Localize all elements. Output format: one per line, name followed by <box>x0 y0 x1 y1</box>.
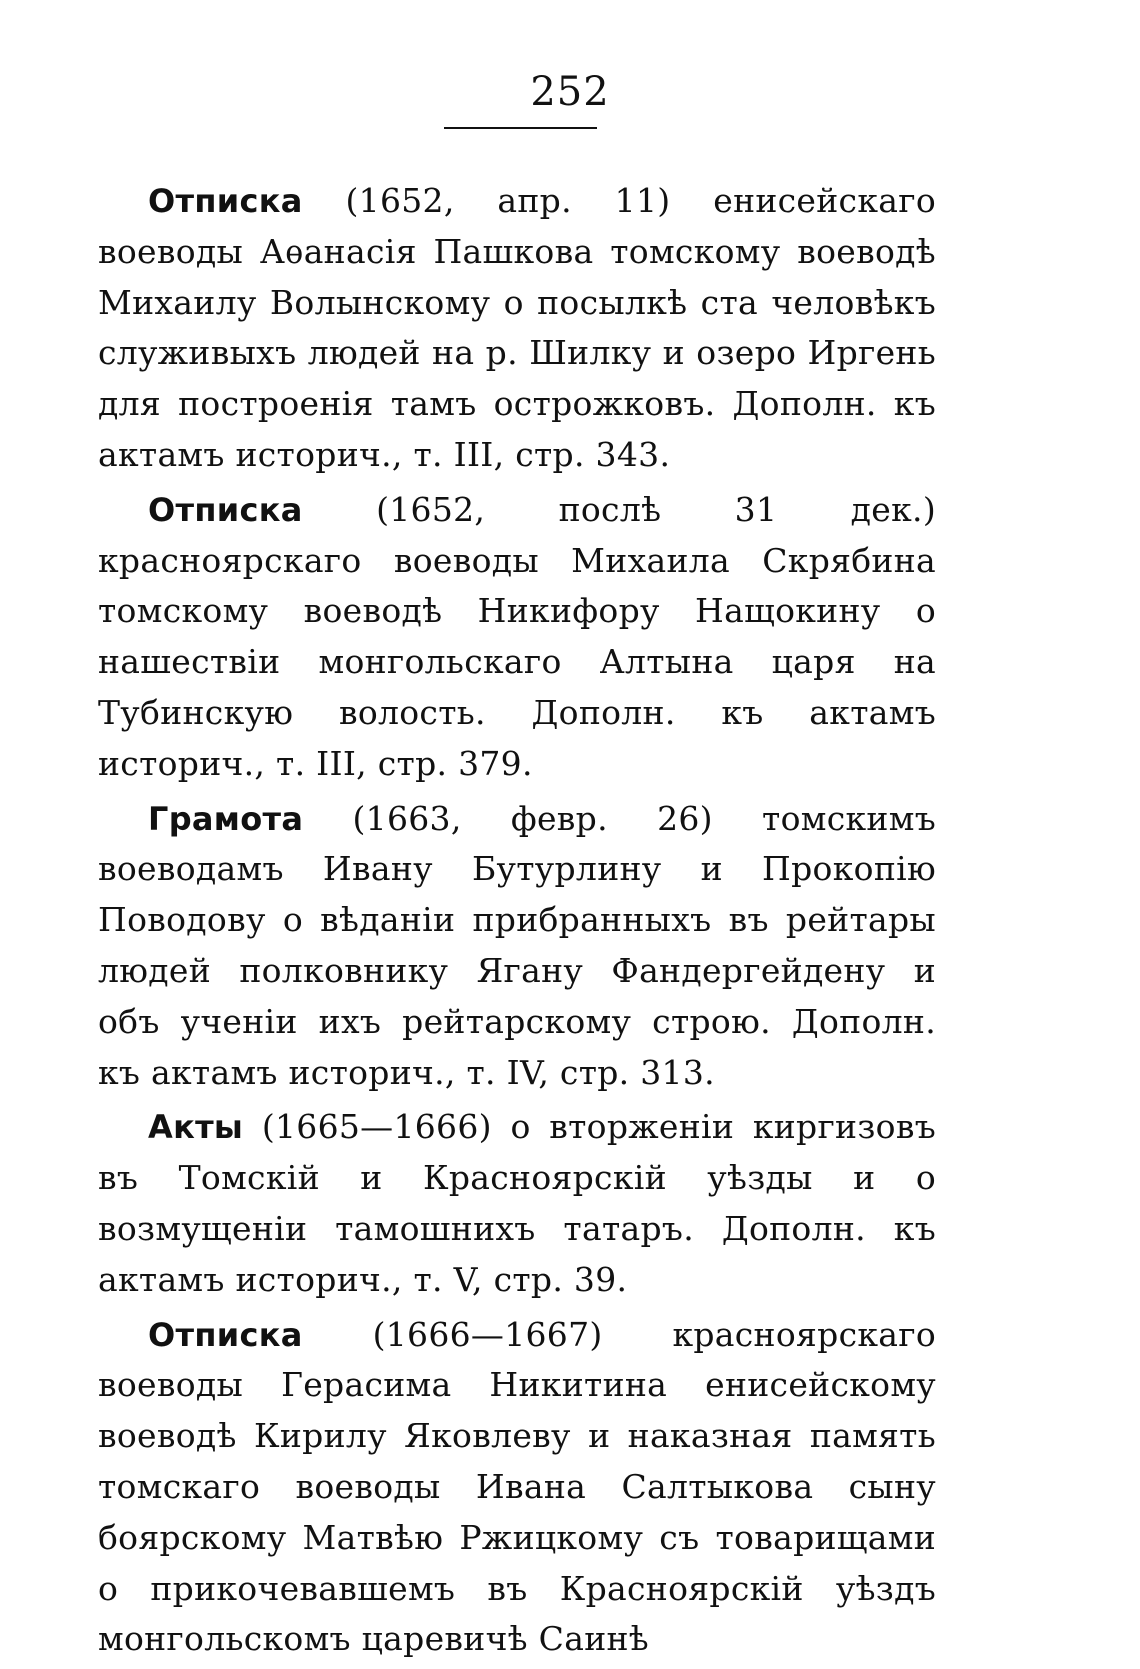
entry-4 <box>98 1102 936 1305</box>
entry-kind: Отписка <box>148 182 303 220</box>
entry-5 <box>98 1310 936 1666</box>
entry-kind: Отписка <box>148 490 303 529</box>
entry-kind: Отписка <box>148 1315 303 1354</box>
entry-text: (1666—1667) красноярскаго воеводы Герасима Никитина енисейскому воеводѣ Кирилу Яковлеву и наказная память томскаго воеводы Ивана Салтыкова сыну боярскому Матвѣю Ржицкому съ товарищами о прикочевавшемъ въ Красноярскій уѣздъ монгольскомъ царевичѣ Саинѣ <box>98 1314 937 1659</box>
entry-3 <box>98 794 936 1099</box>
page-number: 252 <box>530 69 610 115</box>
entry-1 <box>98 176 936 481</box>
entry-text: (1665—1666) о вторженіи киргизовъ въ Томскій и Красноярскій уѣзды и о возмущеніи тамошнихъ татаръ. Дополн. къ актамъ историч., т. V, стр. 39. <box>98 1107 936 1299</box>
page-number-rule <box>444 127 597 129</box>
entry-text: (1652, послѣ 31 дек.) красноярскаго воеводы Михаила Скрябина томскому воеводѣ Никифору Нащокину о нашествіи монгольскаго Алтына царя на Тубинскую волость. Дополн. къ актамъ историч., т. III, стр. 379. <box>98 489 936 783</box>
entry-text: (1663, февр. 26) томскимъ воеводамъ Ивану Бутурлину и Прокопію Поводову о вѣданіи прибранныхъ въ рейтары людей полковнику Ягану Фандергейдену и объ ученіи ихъ рейтарскому строю. Дополн. къ актамъ историч., т. IV, стр. 313. <box>98 798 936 1092</box>
page-body <box>98 176 936 1669</box>
entry-text: (1652, апр. 11) енисейскаго воеводы Аѳанасія Пашкова томскому воеводѣ Михаилу Волынскому о посылкѣ ста человѣкъ служивыхъ людей на р. Шилку и озеро Иргень для построенія тамъ острожковъ. Дополн. къ актамъ историч., т. III, стр. 343. <box>98 181 936 474</box>
entry-kind: Грамота <box>148 799 304 838</box>
entry-kind: Акты <box>148 1108 244 1147</box>
entry-2 <box>98 485 936 790</box>
